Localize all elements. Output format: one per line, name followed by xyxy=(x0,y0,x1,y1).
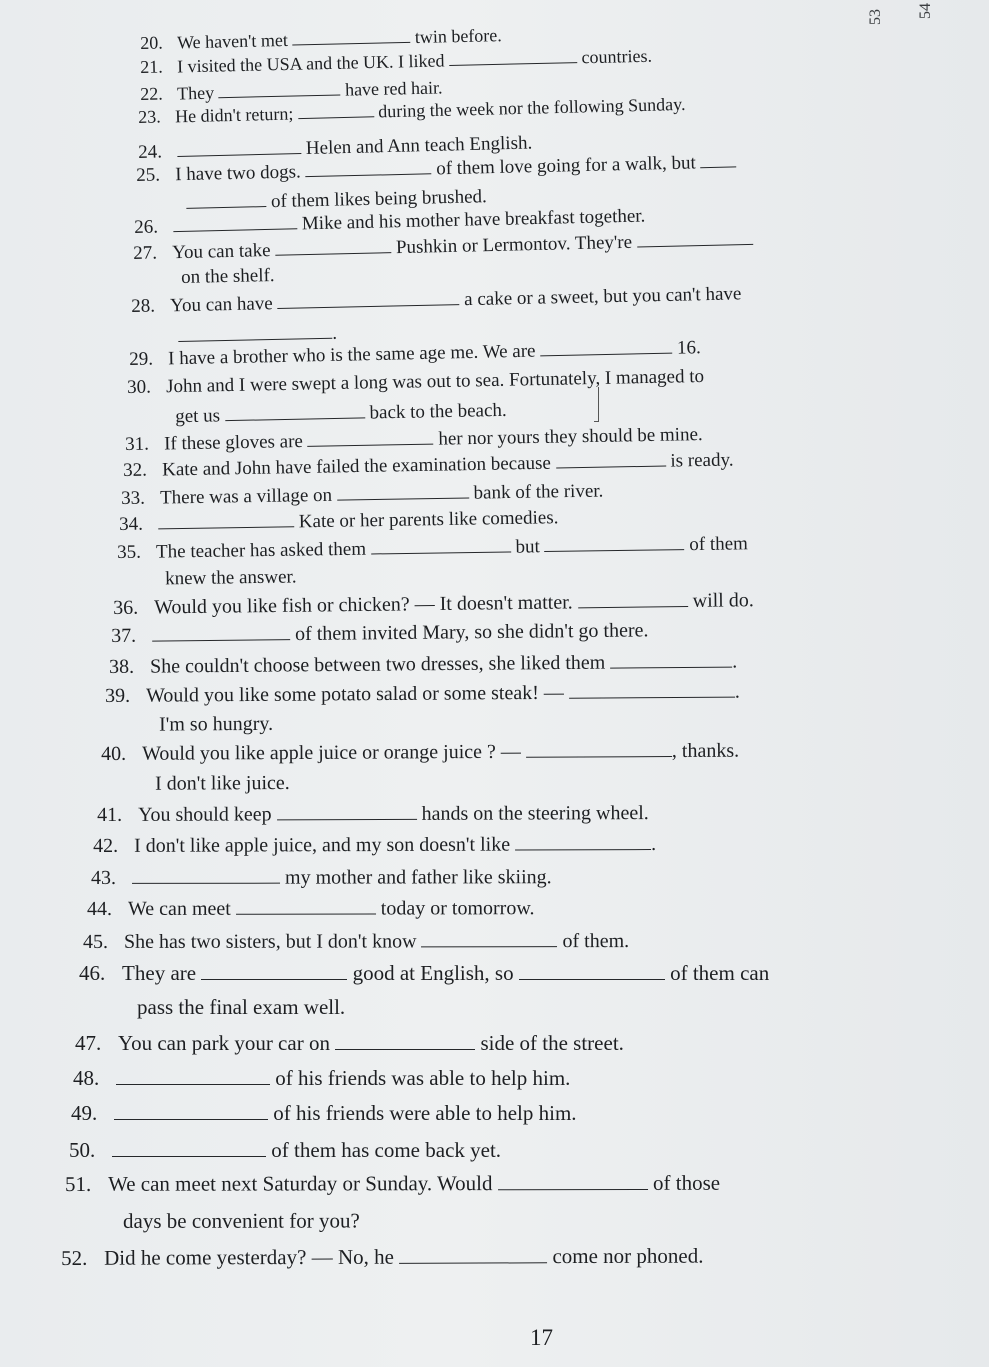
answer-blank[interactable] xyxy=(201,961,347,980)
exercise-text: will do. xyxy=(687,589,754,612)
exercise-line xyxy=(83,929,629,952)
exercise-continuation-line xyxy=(133,266,275,288)
exercise-text: Kate or her parents like comedies. xyxy=(293,507,559,533)
answer-blank[interactable] xyxy=(421,929,557,947)
answer-blank[interactable] xyxy=(178,322,332,342)
line-indent xyxy=(127,422,175,423)
exercise-text: You can take xyxy=(171,239,276,264)
answer-blank[interactable] xyxy=(218,79,340,98)
answer-blank[interactable] xyxy=(498,1171,648,1190)
answer-blank[interactable] xyxy=(555,450,665,469)
exercise-text: pass the final exam well. xyxy=(137,995,346,1019)
answer-blank[interactable] xyxy=(305,157,431,177)
exercise-text: of them. xyxy=(557,930,630,953)
exercise-text: today or tomorrow. xyxy=(375,897,535,920)
exercise-line xyxy=(87,896,534,919)
answer-blank[interactable] xyxy=(335,1031,475,1050)
exercise-text: of them has come back yet. xyxy=(266,1137,502,1162)
exercise-number: 37. xyxy=(111,624,137,647)
exercise-text: Would you like fish or chicken? — It doesn't matter. xyxy=(154,591,578,619)
exercise-text: There was a village on xyxy=(159,484,337,509)
exercise-continuation-line xyxy=(65,1210,360,1232)
exercise-text: Pushkin or Lermontov. They're xyxy=(390,231,638,259)
exercise-text: He didn't return; xyxy=(174,103,299,127)
exercise-text: back to the beach. xyxy=(364,399,507,424)
answer-blank[interactable] xyxy=(275,236,391,256)
exercise-text: You can park your car on xyxy=(118,1030,336,1055)
exercise-line xyxy=(140,77,443,103)
exercise-line xyxy=(111,618,649,646)
exercise-text: Mike and his mother have breakfast together. xyxy=(296,205,646,235)
exercise-line xyxy=(140,25,502,52)
exercise-number: 34. xyxy=(119,513,144,536)
exercise-text: countries. xyxy=(576,45,653,68)
exercise-number: 43. xyxy=(91,866,117,889)
exercise-text: have red hair. xyxy=(340,77,443,100)
exercise-text: her nor yours they should be mine. xyxy=(433,424,703,450)
exercise-number: 45. xyxy=(83,930,109,953)
exercise-number: 36. xyxy=(113,596,139,619)
exercise-line xyxy=(65,1171,720,1195)
exercise-continuation-line xyxy=(101,773,290,794)
answer-blank[interactable] xyxy=(578,589,688,608)
answer-blank[interactable] xyxy=(307,428,433,447)
exercise-number: 26. xyxy=(134,216,159,239)
exercise-line xyxy=(91,865,552,888)
exercise-text: You should keep xyxy=(138,803,277,826)
exercise-text: of his friends was able to help him. xyxy=(270,1065,571,1090)
exercise-text: of them can xyxy=(664,960,770,985)
exercise-text: She has two sisters, but I don't know xyxy=(124,930,422,953)
answer-blank[interactable] xyxy=(277,288,459,309)
exercise-number: 22. xyxy=(140,83,163,105)
exercise-number: 51. xyxy=(64,1171,92,1196)
exercise-line xyxy=(101,739,739,764)
answer-blank[interactable] xyxy=(177,137,301,157)
exercise-line xyxy=(105,680,740,706)
exercise-line xyxy=(73,1066,570,1089)
exercise-number: 41. xyxy=(97,803,123,826)
answer-blank[interactable] xyxy=(610,650,732,669)
exercise-line xyxy=(79,961,769,984)
exercise-text: during the week nor the following Sunday. xyxy=(373,93,686,122)
answer-blank[interactable] xyxy=(158,510,294,529)
answer-blank[interactable] xyxy=(700,150,736,168)
exercise-continuation-line xyxy=(105,714,273,735)
answer-blank[interactable] xyxy=(292,27,410,46)
answer-blank[interactable] xyxy=(540,337,672,357)
exercise-text: If these gloves are xyxy=(163,430,308,455)
answer-blank[interactable] xyxy=(544,533,684,552)
exercise-text: of them invited Mary, so she didn't go there. xyxy=(290,619,649,646)
exercise-text: She couldn't choose between two dresses, she liked them xyxy=(150,651,611,678)
exercise-text: a cake or a sweet, but you can't have xyxy=(459,283,742,311)
exercise-text: Would you like some potato salad or some steak! — xyxy=(146,681,569,707)
answer-blank[interactable] xyxy=(116,1066,270,1085)
exercise-text: You can have xyxy=(169,293,278,317)
exercise-number: 49. xyxy=(71,1100,98,1125)
exercise-text: . xyxy=(734,680,740,703)
exercise-text: I don't like juice. xyxy=(154,772,290,795)
exercise-text: days be convenient for you? xyxy=(122,1208,360,1233)
exercise-text: John and I were swept a long was out to sea. Fortunately, I managed to xyxy=(165,365,705,398)
exercise-number: 35. xyxy=(117,541,142,564)
answer-blank[interactable] xyxy=(637,228,753,248)
exercise-number: 48. xyxy=(73,1065,100,1090)
exercise-text: get us xyxy=(175,405,226,428)
exercise-line xyxy=(109,650,737,677)
exercise-continuation-line xyxy=(117,567,297,589)
exercise-text: come nor phoned. xyxy=(547,1243,704,1269)
answer-blank[interactable] xyxy=(515,832,651,850)
exercise-text: hands on the steering wheel. xyxy=(416,802,649,825)
answer-blank[interactable] xyxy=(112,1138,266,1157)
exercise-text: my mother and father like skiing. xyxy=(280,866,552,889)
exercise-number: 44. xyxy=(87,897,113,920)
exercise-text: knew the answer. xyxy=(164,566,297,590)
answer-blank[interactable] xyxy=(225,401,365,421)
line-indent xyxy=(131,342,178,343)
exercise-line xyxy=(69,1138,501,1161)
exercise-line xyxy=(113,588,754,618)
exercise-line xyxy=(117,532,748,562)
exercise-number: 42. xyxy=(93,834,119,857)
answer-blank[interactable] xyxy=(277,802,417,820)
exercise-text: I don't like apple juice, and my son doesn't like xyxy=(134,833,516,857)
exercise-text: of his friends were able to help him. xyxy=(268,1100,577,1125)
answer-blank[interactable] xyxy=(186,190,266,209)
exercise-line xyxy=(93,832,656,856)
exercise-number: 21. xyxy=(140,56,163,78)
answer-blank[interactable] xyxy=(399,1244,547,1263)
pen-mark xyxy=(594,387,599,422)
line-indent xyxy=(133,283,181,284)
page-number: 17 xyxy=(530,1325,553,1350)
exercise-line xyxy=(131,282,742,316)
exercise-number: 28. xyxy=(131,295,156,318)
exercise-text: of those xyxy=(647,1170,721,1195)
answer-blank[interactable] xyxy=(152,622,290,641)
exercise-number: 25. xyxy=(136,164,161,187)
exercise-line xyxy=(121,479,603,508)
exercise-text: on the shelf. xyxy=(180,265,275,288)
margin-mark-54: 54 xyxy=(917,3,934,19)
exercise-text: Would you like apple juice or orange juice ? — xyxy=(142,740,526,765)
answer-blank[interactable] xyxy=(173,212,297,232)
line-indent xyxy=(136,209,186,210)
exercise-text: We haven't met xyxy=(176,29,293,53)
exercise-line xyxy=(97,801,649,825)
exercise-text: . xyxy=(651,833,657,856)
exercise-text: twin before. xyxy=(410,25,502,48)
exercise-text: The teacher has asked them xyxy=(155,538,371,563)
exercise-number: 47. xyxy=(75,1030,102,1055)
margin-mark-53: 53 xyxy=(867,9,884,25)
answer-blank[interactable] xyxy=(298,101,374,119)
exercise-text: Kate and John have failed the examination because xyxy=(161,452,556,481)
exercise-number: 30. xyxy=(126,376,152,398)
exercise-text: of them likes being brushed. xyxy=(265,186,487,213)
exercise-text: side of the street. xyxy=(475,1030,624,1055)
exercise-text: They xyxy=(176,82,219,104)
line-indent xyxy=(117,584,165,585)
exercise-number: 52. xyxy=(60,1245,88,1270)
exercise-text: good at English, so xyxy=(347,960,519,985)
answer-blank[interactable] xyxy=(236,896,376,914)
answer-blank[interactable] xyxy=(371,536,511,555)
exercise-text: Did he come yesterday? — No, he xyxy=(104,1244,400,1270)
exercise-text: but xyxy=(510,536,545,558)
exercise-text: I'm so hungry. xyxy=(158,712,274,736)
exercise-text: Helen and Ann teach English. xyxy=(300,132,533,160)
exercise-text: I visited the USA and the UK. I liked xyxy=(176,50,450,77)
answer-blank[interactable] xyxy=(132,866,280,884)
exercise-number: 38. xyxy=(109,655,135,678)
answer-blank[interactable] xyxy=(337,482,469,501)
exercise-number: 39. xyxy=(105,684,131,707)
exercise-number: 27. xyxy=(133,242,158,265)
exercise-line xyxy=(61,1244,703,1269)
exercise-text: . xyxy=(732,650,738,673)
exercise-continuation-line xyxy=(127,399,507,427)
exercise-line xyxy=(75,1031,624,1054)
exercise-number: 23. xyxy=(138,106,161,128)
answer-blank[interactable] xyxy=(526,739,672,758)
exercise-line xyxy=(127,367,704,397)
exercise-text: is ready. xyxy=(665,449,734,472)
exercise-number: 50. xyxy=(69,1137,96,1162)
answer-blank[interactable] xyxy=(519,961,665,980)
exercise-continuation-line xyxy=(79,997,345,1018)
exercise-number: 32. xyxy=(123,459,148,482)
answer-blank[interactable] xyxy=(449,47,577,66)
exercise-text: They are xyxy=(122,960,202,985)
exercise-line xyxy=(71,1101,577,1124)
exercise-number: 31. xyxy=(125,433,150,456)
answer-blank[interactable] xyxy=(569,680,735,699)
exercise-line xyxy=(119,506,559,534)
exercise-text: , thanks. xyxy=(671,739,740,763)
exercise-number: 33. xyxy=(121,487,146,510)
exercise-text: We can meet next Saturday or Sunday. Would xyxy=(108,1171,498,1196)
answer-blank[interactable] xyxy=(114,1101,268,1120)
exercise-number: 29. xyxy=(129,348,154,371)
exercise-number: 24. xyxy=(138,141,163,164)
exercise-text: bank of the river. xyxy=(468,480,604,504)
exercise-text: I have two dogs. xyxy=(174,161,306,186)
exercise-text: 16. xyxy=(672,337,701,359)
exercise-number: 46. xyxy=(79,960,106,985)
exercise-text: We can meet xyxy=(128,897,236,920)
exercise-text: of them xyxy=(684,533,749,556)
exercise-text: of them love going for a walk, but xyxy=(431,152,701,180)
exercise-number: 40. xyxy=(101,742,127,765)
exercise-text: . xyxy=(331,322,338,344)
exercise-number: 20. xyxy=(140,32,163,54)
exercise-text: I have a brother who is the same age me. We are xyxy=(167,340,541,370)
